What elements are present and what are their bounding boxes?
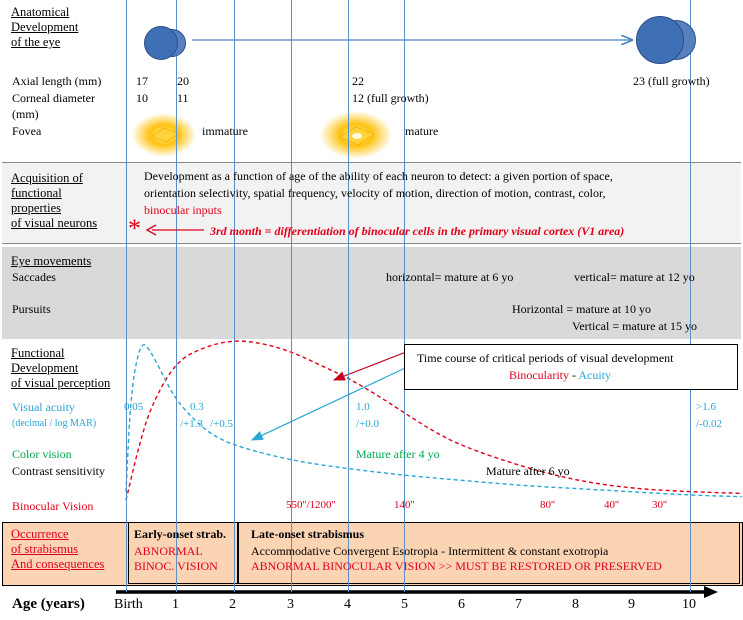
age-tick: 3 <box>287 597 294 612</box>
axial-value: 22 <box>352 74 364 88</box>
corneal-label: Corneal diameter <box>12 91 95 105</box>
age-tick: 9 <box>628 597 635 612</box>
legend-binocularity: Binocularity <box>509 368 569 382</box>
eye-small-icon <box>144 26 188 58</box>
acuity-value: >1.6 <box>696 401 716 413</box>
binocular-value: 30'' <box>652 499 667 511</box>
contrast-label: Contrast sensitivity <box>12 464 105 478</box>
contrast-value: Mature after 6 yo <box>486 464 570 478</box>
age-tick: 5 <box>401 597 408 612</box>
binocular-vision-label: Binocular Vision <box>12 499 94 513</box>
legend-title: Time course of critical periods of visual development <box>417 351 674 365</box>
late-strab-title: Late-onset strabismus <box>251 527 364 541</box>
age-tick: 10 <box>682 597 696 612</box>
age-axis-arrowhead-icon <box>704 586 718 598</box>
pursuits-vertical: Vertical = mature at 15 yo <box>572 319 698 333</box>
acuity-sub-label: (decimal / log MAR) <box>12 418 97 429</box>
strabismus-heading: Occurrence of strabismus And consequences <box>11 527 105 571</box>
legend-acuity: Acuity <box>578 368 612 382</box>
grid-line-4 <box>348 0 349 592</box>
fovea-immature: immature <box>202 124 248 138</box>
acuity-value: 0.3 <box>190 401 204 413</box>
acuity-value: 0.05 <box>124 401 144 413</box>
corneal-unit: (mm) <box>12 107 39 121</box>
age-tick: Birth <box>114 597 143 612</box>
acuity-logmar: /+0.0 <box>356 418 380 430</box>
fovea-label: Fovea <box>12 124 42 138</box>
legend-box <box>404 344 738 390</box>
early-strab-line: ABNORMAL <box>134 544 203 558</box>
late-strab-line: Accommodative Convergent Esotropia - Intermittent & constant exotropia <box>251 544 609 558</box>
acuity-value: 1.0 <box>356 401 370 413</box>
binocular-value: 40'' <box>604 499 619 511</box>
legend-series <box>509 368 611 382</box>
late-strab-line: ABNORMAL BINOCULAR VISION >> MUST BE RESTORED OR PRESERVED <box>251 559 662 573</box>
acuity-label: Visual acuity <box>12 400 75 414</box>
early-strab-line: BINOC. VISION <box>134 559 218 573</box>
grid-line-2 <box>234 0 235 592</box>
grid-line-10 <box>690 0 691 592</box>
grid-line-birth <box>126 0 127 592</box>
saccades-label: Saccades <box>12 270 56 284</box>
fovea-mature: mature <box>405 124 439 138</box>
axial-value: 17 <box>136 74 148 88</box>
color-vision-value: Mature after 4 yo <box>356 447 440 461</box>
neurons-note-arrow-icon <box>146 224 206 236</box>
binocular-value: 550''/1200'' <box>286 499 336 511</box>
binocular-value: 80'' <box>540 499 555 511</box>
axial-value: 23 (full growth) <box>633 74 710 88</box>
age-tick: 1 <box>172 597 179 612</box>
saccades-horizontal: horizontal= mature at 6 yo <box>386 270 514 284</box>
saccades-vertical: vertical= mature at 12 yo <box>574 270 695 284</box>
acuity-logmar: /+0.5 <box>210 418 234 430</box>
pursuits-label: Pursuits <box>12 302 51 316</box>
corneal-value: 11 <box>177 91 189 105</box>
neurons-heading: Acquisition of functional properties of visual neurons <box>11 171 98 230</box>
legend-separator: - <box>569 368 579 382</box>
neurons-note: 3rd month = differentiation of binocular cells in the primary visual cortex (V1 area) <box>210 224 625 238</box>
age-tick: 8 <box>572 597 579 612</box>
age-tick: 7 <box>515 597 522 612</box>
pursuits-horizontal: Horizontal = mature at 10 yo <box>512 302 652 316</box>
corneal-value: 10 <box>136 91 148 105</box>
eye-large-icon <box>636 16 698 62</box>
age-tick: 2 <box>229 597 236 612</box>
perception-heading: Functional Development of visual perception <box>11 346 111 390</box>
anatomy-heading: Anatomical Development of the eye <box>11 5 79 49</box>
corneal-value: 12 (full growth) <box>352 91 429 105</box>
axial-length-label: Axial length (mm) <box>12 74 102 88</box>
axial-value: 20 <box>177 74 189 88</box>
acuity-pointer-arrow <box>252 362 418 440</box>
eye-movements-heading: Eye movements <box>11 254 92 268</box>
acuity-logmar: /-0.02 <box>696 418 722 430</box>
neurons-description: Development as a function of age of the ability of each neuron to detect: a given portion of space, orientation selectivity, spatial frequency, velocity of motion, direction of motion, contrast, color, binocular inputs <box>144 169 613 217</box>
early-strab-title: Early-onset strab. <box>134 527 226 541</box>
acuity-logmar: /+1.3 <box>180 418 204 430</box>
fovea-mature-pit-icon <box>352 133 362 139</box>
binocular-value: 140'' <box>394 499 415 511</box>
star-icon: * <box>128 214 141 243</box>
age-axis-label: Age (years) <box>12 596 85 612</box>
grid-line-1 <box>176 0 177 592</box>
age-tick: 6 <box>458 597 465 612</box>
binocularity-pointer-arrow <box>334 352 406 380</box>
color-vision-label: Color vision <box>12 447 72 461</box>
age-tick: 4 <box>344 597 351 612</box>
